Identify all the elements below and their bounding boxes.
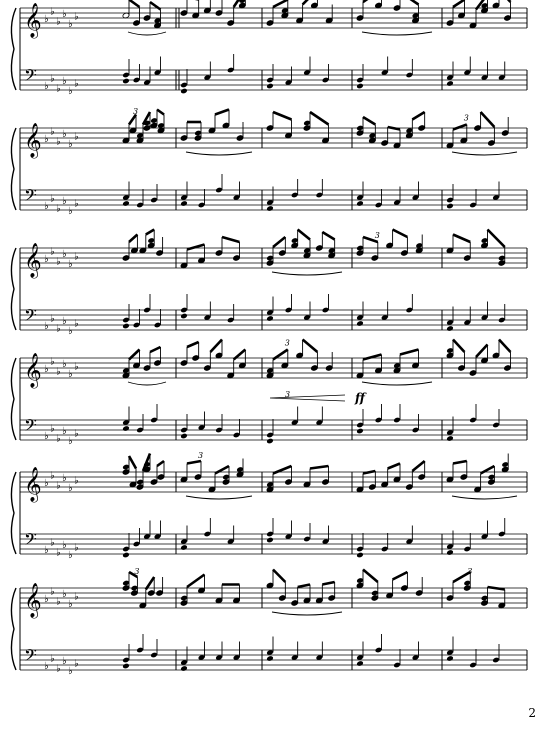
flat-icon: ♭ [74,78,79,90]
measure [356,230,423,327]
beam [129,235,137,243]
measure [266,570,342,662]
measure [266,339,333,445]
flat-icon: ♭ [50,423,55,435]
beam [146,230,154,235]
beam [363,0,382,2]
beam [453,0,465,7]
tuplet-number: 3 [463,113,469,123]
note-head [122,425,130,432]
flat-icon: ♭ [68,369,73,380]
beam [298,230,310,240]
beam [453,340,465,353]
beam [488,587,505,590]
system-5 [11,451,527,561]
beam [322,582,334,585]
flat-icon: ♭ [50,537,55,549]
tuplet-number: 3 [284,338,290,348]
beam [187,461,201,464]
beam [273,0,288,7]
note-head [266,655,274,662]
tuplet-number: 3 [285,390,291,399]
flat-icon: ♭ [44,478,49,489]
brace [11,358,16,440]
beam [150,347,161,352]
flat-icon: ♭ [68,666,73,677]
measure [356,350,432,435]
treble-clef-icon: 𝄞 [24,467,42,502]
beam [273,112,292,120]
beam [412,112,424,120]
treble-clef-icon: 𝄞 [24,3,42,38]
tie [452,496,517,499]
flat-icon: ♭ [50,653,55,665]
system-1 [11,0,527,97]
beam [363,355,382,360]
note-head [122,663,130,670]
measure [446,230,505,332]
note-head [356,320,364,327]
brace [11,588,16,670]
beam [157,110,164,115]
flat-icon: ♭ [62,76,67,87]
beam [400,0,419,5]
flat-icon: ♭ [44,364,49,375]
measure [446,340,511,442]
beam [129,456,136,469]
tuplet-number: 3 [467,567,473,576]
beam [215,110,229,115]
measure [122,107,165,208]
beam [222,237,240,242]
measure [446,454,517,556]
flat-icon: ♭ [74,475,79,487]
flat-icon: ♭ [68,326,73,337]
beam [273,570,285,583]
beam [187,245,205,250]
system-6 [11,567,527,677]
measure [446,567,505,668]
note-head [446,655,454,662]
flat-icon: ♭ [56,480,61,492]
note-head [180,200,188,207]
bass-clef-icon: 𝄢 [24,65,37,89]
beam [310,112,329,125]
flat-icon: ♭ [50,6,55,18]
tie [272,272,342,275]
flat-icon: ♭ [74,251,79,263]
tie [272,612,342,615]
bass-staff [20,645,527,677]
tie [128,382,166,385]
flat-icon: ♭ [56,433,61,445]
flat-icon: ♭ [62,656,67,667]
note-head [446,435,454,442]
beam [187,342,199,347]
flat-icon: ♭ [44,14,49,25]
flat-icon: ♭ [56,256,61,268]
note-head [180,544,188,551]
flat-icon: ♭ [74,198,79,210]
bass-clef-icon: 𝄢 [24,305,37,329]
tuplet-number: 3 [374,231,380,240]
note-head [122,323,130,330]
beam [388,464,400,469]
beam [388,127,400,130]
flat-icon: ♭ [62,589,67,600]
beam [400,350,419,355]
flat-icon: ♭ [56,203,61,215]
flat-icon: ♭ [50,193,55,205]
tie [186,152,252,155]
beam [310,466,329,469]
system-4 [11,339,527,448]
crescendo-hairpin [270,395,345,401]
note-head [356,660,364,667]
measure [266,230,342,322]
flat-icon: ♭ [74,542,79,554]
note-head [122,78,130,85]
beam [363,570,378,583]
flat-icon: ♭ [62,426,67,437]
treble-clef-icon: 𝄞 [24,583,42,618]
brace [11,472,16,554]
flat-icon: ♭ [62,359,67,370]
flat-icon: ♭ [74,361,79,373]
note-head [266,537,274,544]
flat-icon: ♭ [56,663,61,675]
system-2 [11,107,527,217]
beam [481,112,495,127]
flat-icon: ♭ [56,83,61,95]
beam [499,340,511,353]
beam [129,0,140,7]
flat-icon: ♭ [62,9,67,20]
flat-icon: ♭ [50,246,55,258]
measure [266,112,329,212]
note-head [446,325,454,332]
bass-clef-icon: 𝄢 [24,185,37,209]
treble-clef-icon: 𝄞 [24,123,42,158]
flat-icon: ♭ [68,483,73,494]
flat-icon: ♭ [44,254,49,265]
beam [129,115,136,125]
beam [453,125,467,130]
flat-icon: ♭ [74,658,79,670]
note-head [122,552,130,559]
measure [266,466,329,545]
beam [393,572,408,580]
flat-icon: ♭ [62,316,67,327]
flat-icon: ♭ [74,131,79,143]
tie [452,152,517,155]
flat-icon: ♭ [50,586,55,598]
flat-icon: ♭ [56,136,61,148]
note-head [356,552,364,559]
note-head [446,80,454,87]
beam [210,340,222,353]
flat-icon: ♭ [62,196,67,207]
flat-icon: ♭ [74,11,79,23]
flat-icon: ♭ [74,591,79,603]
beam [476,345,488,358]
bass-clef-icon: 𝄢 [24,645,37,669]
flat-icon: ♭ [62,129,67,140]
note-head [180,88,188,95]
treble-clef-icon: 𝄞 [24,353,42,388]
measure [356,112,425,208]
measure [180,340,246,440]
beam [273,237,285,247]
flat-icon: ♭ [62,540,67,551]
flat-icon: ♭ [68,259,73,270]
beam [488,230,505,248]
beam [322,232,334,240]
treble-clef-icon: 𝄞 [24,243,42,278]
flat-icon: ♭ [44,134,49,145]
beam [412,461,424,471]
flat-icon: ♭ [68,550,73,561]
note-head [266,438,274,445]
beam [187,575,205,588]
tie [128,32,166,35]
measure [180,451,252,551]
flat-icon: ♭ [56,547,61,559]
flat-icon: ♭ [56,366,61,378]
note-head [180,433,188,440]
dynamic-marking: ff [355,391,365,405]
flat-icon: ♭ [68,86,73,97]
note-head [266,205,274,212]
note-head [356,200,364,207]
beam [393,230,408,238]
beam [499,0,511,2]
measure [356,570,423,669]
flat-icon: ♭ [56,323,61,335]
measure [180,110,252,209]
tuplet-number: 3 [133,107,139,116]
systems-layer [11,0,527,677]
flat-icon: ♭ [50,470,55,482]
beam [303,340,318,353]
note-head [356,83,364,90]
flat-icon: ♭ [50,126,55,138]
flat-icon: ♭ [68,436,73,447]
tuplet-number: 3 [198,451,204,460]
note-head [180,665,188,672]
flat-icon: ♭ [44,321,49,332]
beam [363,471,375,474]
tie [362,32,432,35]
note-head [356,428,364,435]
flat-icon: ♭ [62,473,67,484]
flat-icon: ♭ [68,206,73,217]
bass-clef-icon: 𝄢 [24,529,37,553]
measure [122,454,165,559]
beam [453,235,470,243]
measure [122,230,163,330]
flat-icon: ♭ [44,661,49,672]
system-3 [11,230,527,338]
measure [122,567,163,669]
page-number: 2 [528,706,536,720]
flat-icon: ♭ [56,16,61,28]
measure [180,575,240,672]
flat-icon: ♭ [50,73,55,85]
brace [11,248,16,330]
treble-staff [20,123,527,159]
flat-icon: ♭ [50,313,55,325]
flat-icon: ♭ [74,428,79,440]
flat-icon: ♭ [44,545,49,556]
flat-icon: ♭ [44,431,49,442]
flat-icon: ♭ [68,139,73,150]
flat-icon: ♭ [44,594,49,605]
flat-icon: ♭ [68,19,73,30]
tie [362,382,432,385]
flat-icon: ♭ [62,249,67,260]
brace [11,128,16,210]
flat-icon: ♭ [50,356,55,368]
tuplet-number: 3 [134,567,140,576]
note-head [446,549,454,556]
tie [186,496,252,499]
note-head [266,83,274,90]
note-head [446,203,454,210]
flat-icon: ♭ [44,201,49,212]
flat-icon: ♭ [74,318,79,330]
beam [363,117,375,125]
beam [453,461,467,464]
treble-staff [20,583,527,619]
flat-icon: ♭ [56,596,61,608]
beam [157,461,164,466]
flat-icon: ♭ [68,599,73,610]
brace [11,8,16,90]
bass-clef-icon: 𝄢 [24,415,37,439]
flat-icon: ♭ [44,81,49,92]
bass-staff [20,65,527,97]
note-head [122,200,130,207]
note-head [266,315,274,322]
beam [298,585,310,588]
note-head [180,313,188,320]
